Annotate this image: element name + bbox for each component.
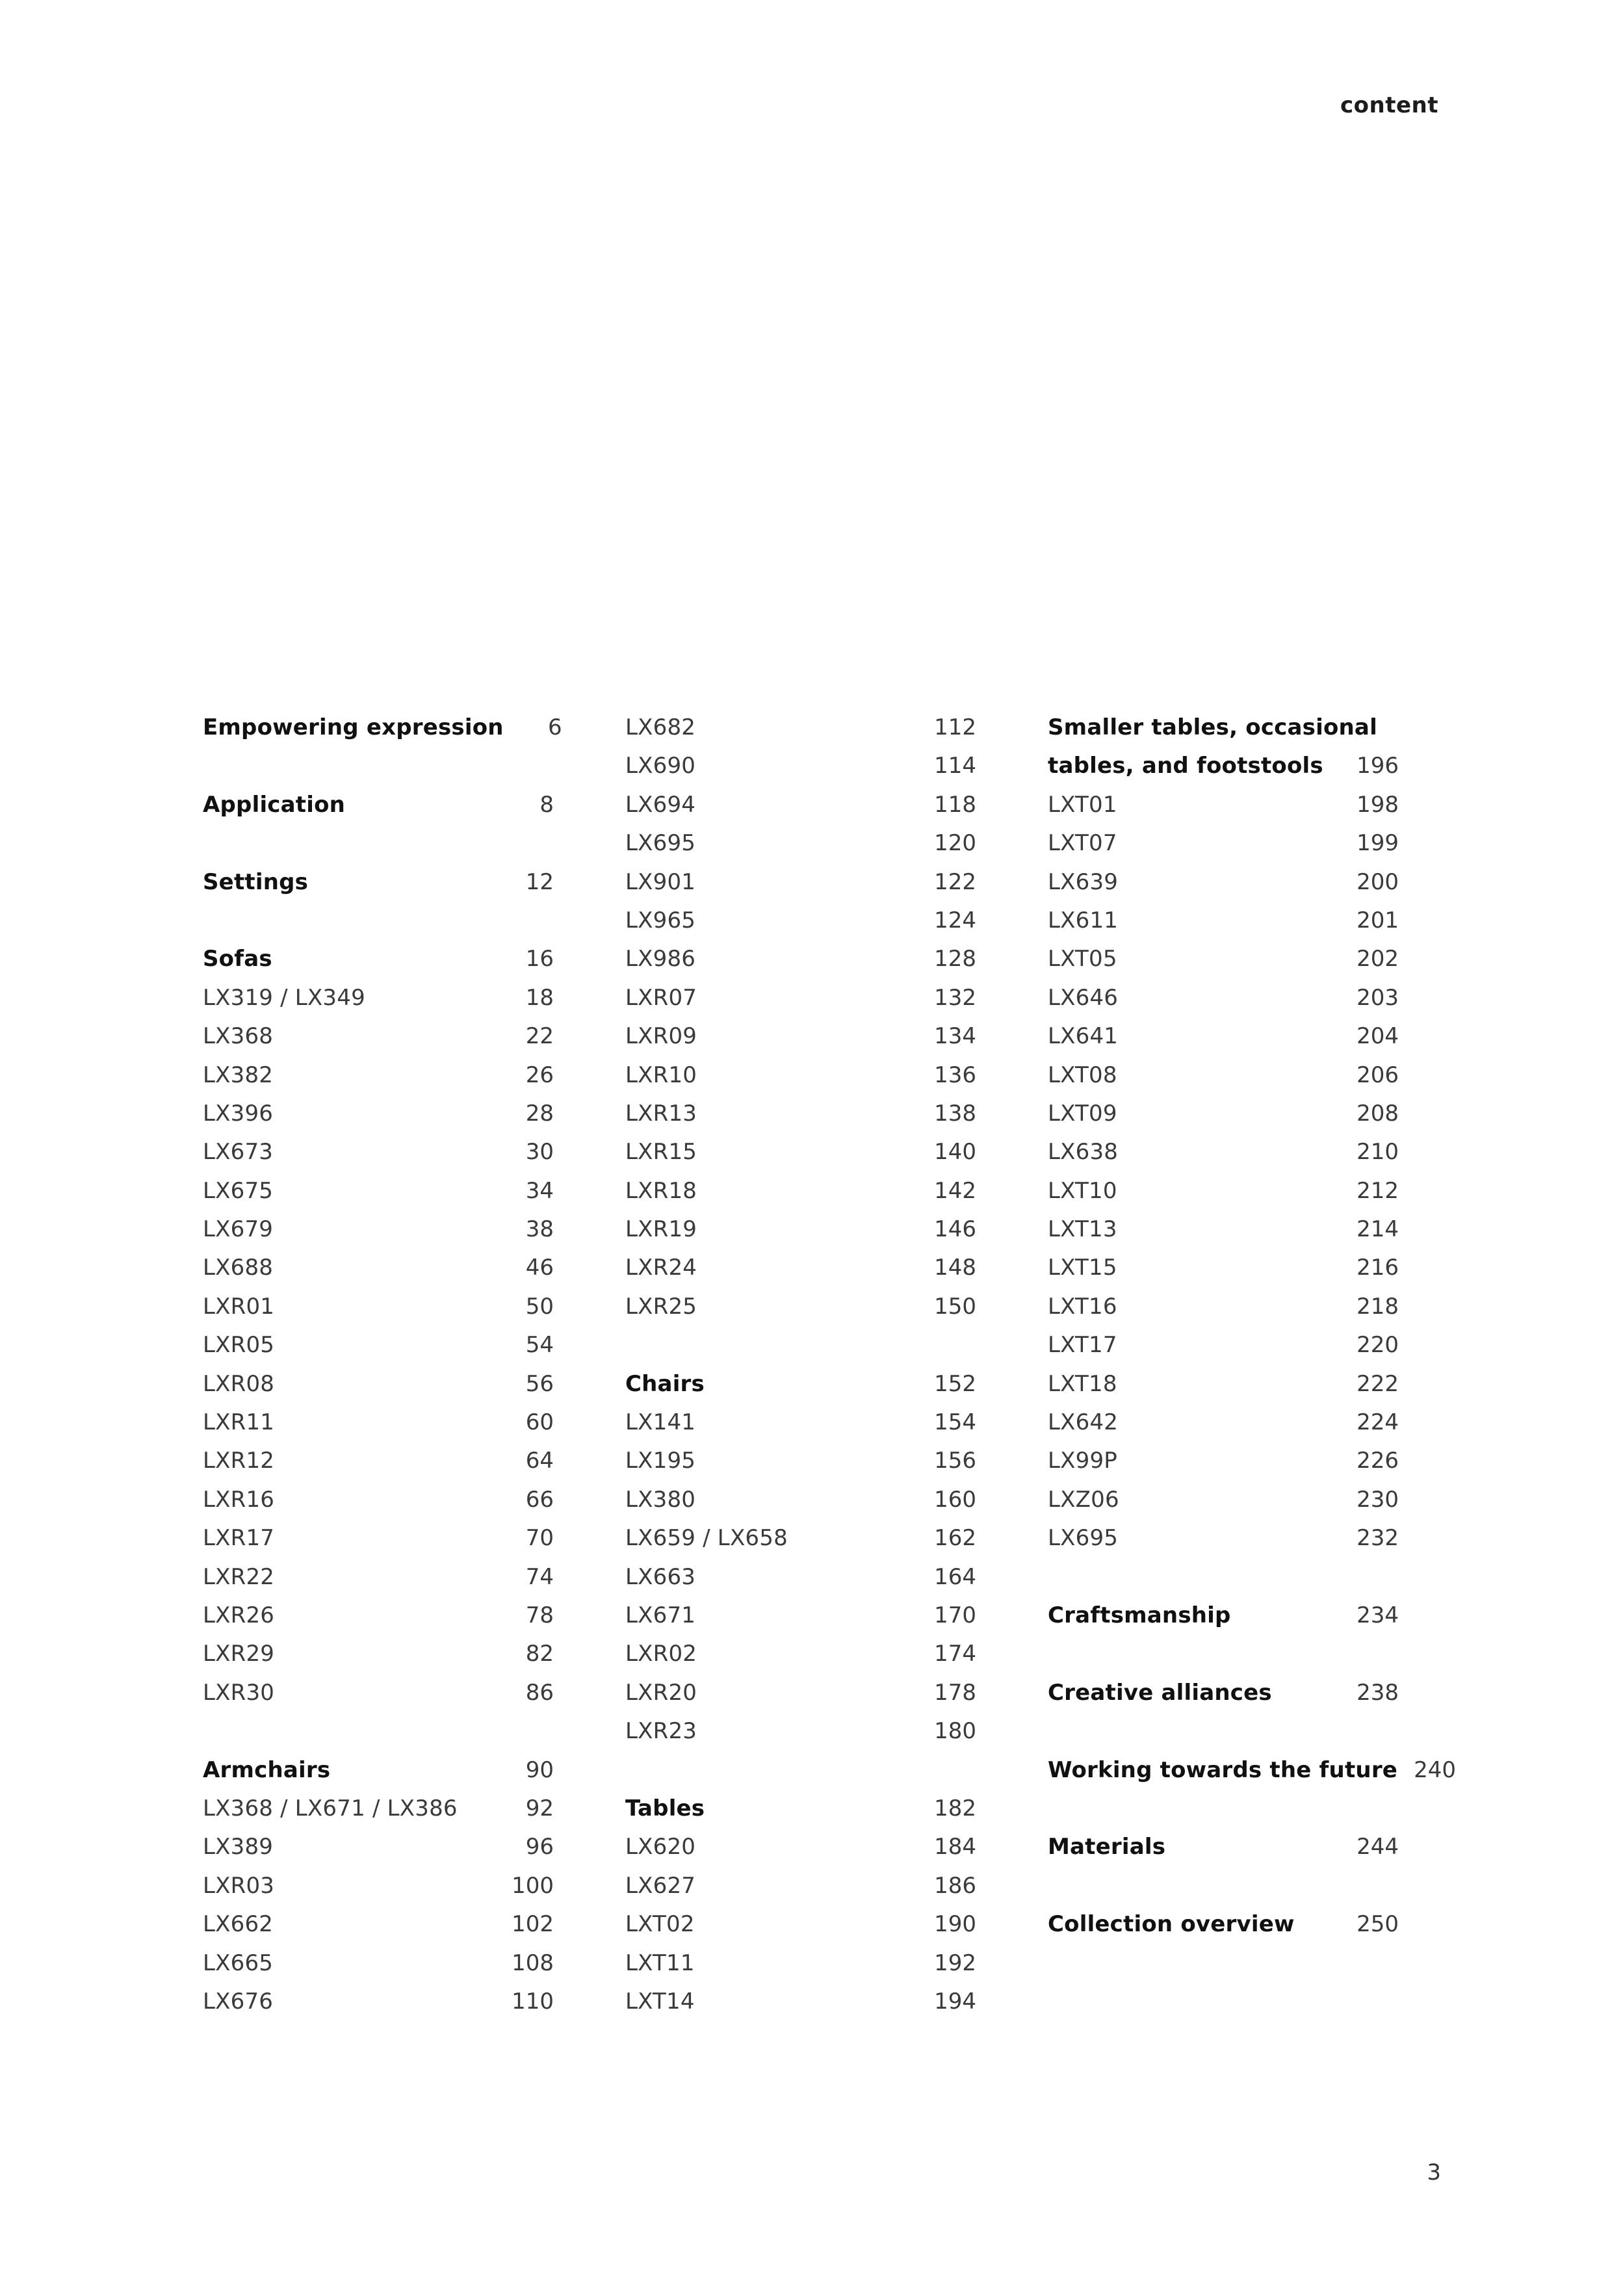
toc-entry-page: 199 [1357, 830, 1399, 857]
toc-entry[interactable] [625, 1905, 976, 1944]
toc-entry-label: LX396 [203, 1100, 274, 1127]
toc-entry-page: 112 [934, 714, 976, 740]
toc-entry-page: 186 [934, 1872, 976, 1899]
toc-entry[interactable] [1048, 940, 1399, 978]
toc-entry-page: 184 [934, 1834, 976, 1860]
toc-entry[interactable] [203, 1249, 554, 1287]
toc-entry-page: 178 [934, 1679, 976, 1706]
toc-entry-label: LX673 [203, 1139, 274, 1166]
toc-entry-page: 156 [934, 1448, 976, 1474]
toc-entry-page: 182 [934, 1795, 976, 1821]
toc-entry[interactable] [203, 1828, 554, 1866]
toc-entry-label: LX646 [1048, 984, 1119, 1011]
toc-entry-page: 194 [934, 1988, 976, 2015]
toc-entry[interactable] [625, 1674, 976, 1712]
toc-entry-label: LXR05 [203, 1332, 275, 1359]
toc-entry[interactable] [203, 1558, 554, 1597]
toc-section-heading[interactable] [1048, 709, 1399, 747]
toc-entry[interactable] [1048, 1365, 1399, 1403]
toc-entry-label: LX368 [203, 1023, 274, 1050]
toc-entry[interactable] [625, 1481, 976, 1519]
toc-entry-page: 118 [934, 791, 976, 818]
toc-entry-label: LX389 [203, 1834, 274, 1860]
toc-entry-label: LXR18 [625, 1177, 697, 1204]
toc-entry-label: LXT16 [1048, 1293, 1117, 1320]
toc-spacer [203, 902, 554, 940]
toc-entry[interactable] [203, 1326, 554, 1364]
toc-entry[interactable] [203, 1790, 554, 1828]
toc-entry[interactable] [625, 1983, 976, 2021]
toc-section-heading[interactable] [1048, 1828, 1399, 1866]
toc-entry-label: LXZ06 [1048, 1486, 1119, 1513]
toc-entry-page: 234 [1357, 1602, 1399, 1628]
toc-entry-label: LX319 / LX349 [203, 984, 365, 1011]
toc-entry[interactable] [203, 1867, 554, 1905]
toc-entry-page: 201 [1357, 907, 1399, 933]
toc-entry-label: LXT17 [1048, 1332, 1117, 1359]
toc-entry-label: LX676 [203, 1988, 274, 2015]
toc-entry-label: LX639 [1048, 868, 1119, 895]
toc-entry-page: 142 [934, 1177, 976, 1204]
toc-entry-label: LXR20 [625, 1679, 697, 1706]
toc-spacer [1048, 1867, 1399, 1905]
toc-entry-label: LX965 [625, 907, 696, 933]
toc-entry[interactable] [1048, 1095, 1399, 1133]
toc-entry[interactable] [1048, 1288, 1399, 1326]
toc-entry[interactable] [625, 786, 976, 824]
toc-entry-label: Materials [1048, 1834, 1166, 1860]
toc-entry-page: 240 [1414, 1756, 1457, 1783]
toc-entry-page: 82 [525, 1641, 554, 1667]
toc-section-heading[interactable] [625, 1365, 976, 1403]
toc-entry-label: LX671 [625, 1602, 696, 1628]
toc-entry[interactable] [625, 1944, 976, 1983]
toc-entry-label: LXT15 [1048, 1255, 1117, 1281]
toc-entry[interactable] [203, 1365, 554, 1403]
toc-entry-page: 208 [1357, 1100, 1399, 1127]
toc-entry-label: LXR08 [203, 1370, 275, 1397]
toc-entry[interactable] [203, 1403, 554, 1442]
toc-entry[interactable] [625, 1558, 976, 1597]
toc-entry[interactable] [203, 1983, 554, 2021]
toc-entry-page: 164 [934, 1563, 976, 1590]
toc-entry-label: LX694 [625, 791, 696, 818]
toc-entry-label: LXR24 [625, 1255, 697, 1281]
toc-entry-page: 138 [934, 1100, 976, 1127]
toc-entry-page: 152 [934, 1370, 976, 1397]
toc-entry[interactable] [625, 1056, 976, 1095]
toc-entry[interactable] [625, 863, 976, 902]
toc-entry-page: 134 [934, 1023, 976, 1050]
toc-entry-page: 200 [1357, 868, 1399, 895]
toc-entry-page: 218 [1357, 1293, 1399, 1320]
toc-entry[interactable] [1048, 863, 1399, 902]
toc-entry-page: 136 [934, 1062, 976, 1088]
toc-entry[interactable] [625, 1288, 976, 1326]
toc-entry-page: 214 [1357, 1216, 1399, 1243]
toc-entry-page: 174 [934, 1641, 976, 1667]
toc-entry-page: 92 [525, 1795, 554, 1821]
toc-entry-page: 86 [525, 1679, 554, 1706]
toc-entry-label: LX611 [1048, 907, 1119, 933]
toc-column-1 [203, 709, 562, 2021]
toc-entry[interactable] [203, 1442, 554, 1480]
toc-entry-page: 78 [525, 1602, 554, 1628]
toc-entry[interactable] [625, 747, 976, 785]
toc-entry-label: LXT07 [1048, 830, 1117, 857]
toc-entry-label: LX620 [625, 1834, 696, 1860]
toc-entry-page: 12 [525, 868, 554, 895]
toc-entry[interactable] [203, 1056, 554, 1095]
toc-section-heading[interactable] [203, 786, 554, 824]
toc-entry-label: LXT01 [1048, 791, 1117, 818]
toc-entry-page: 180 [934, 1718, 976, 1745]
toc-entry[interactable] [203, 1674, 554, 1712]
toc-entry-label: LXR03 [203, 1872, 275, 1899]
toc-entry-label: LX682 [625, 714, 696, 740]
toc-entry[interactable] [625, 824, 976, 863]
toc-entry-page: 196 [1357, 753, 1399, 779]
toc-entry[interactable] [625, 1249, 976, 1287]
toc-entry-page: 244 [1357, 1834, 1399, 1860]
toc-entry-page: 204 [1357, 1023, 1399, 1050]
toc-entry-label: LX695 [1048, 1525, 1119, 1552]
toc-entry[interactable] [1048, 1481, 1399, 1519]
toc-entry-page: 8 [539, 791, 554, 818]
toc-entry-label: LXT11 [625, 1950, 695, 1976]
toc-entry[interactable] [1048, 902, 1399, 940]
toc-entry-page: 54 [525, 1332, 554, 1359]
toc-entry-page: 28 [525, 1100, 554, 1127]
toc-entry[interactable] [203, 1519, 554, 1558]
toc-entry[interactable] [1048, 1326, 1399, 1364]
toc-entry[interactable] [1048, 1403, 1399, 1442]
toc-entry-page: 190 [934, 1911, 976, 1938]
toc-entry[interactable] [203, 1133, 554, 1171]
toc-entry-label: LX638 [1048, 1139, 1119, 1166]
toc-entry[interactable] [625, 1712, 976, 1751]
toc-entry-label: LXR19 [625, 1216, 697, 1243]
toc-entry[interactable] [1048, 1519, 1399, 1558]
toc-entry-label: LXR26 [203, 1602, 275, 1628]
toc-entry-label: LXR16 [203, 1486, 275, 1513]
toc-entry[interactable] [625, 1017, 976, 1056]
toc-entry-label: LXR07 [625, 984, 697, 1011]
toc-entry-label: Collection overview [1048, 1911, 1295, 1938]
toc-entry-label: tables, and footstools [1048, 753, 1323, 779]
toc-entry[interactable] [203, 1210, 554, 1249]
toc-entry[interactable] [1048, 1210, 1399, 1249]
toc-entry-label: Smaller tables, occasional [1048, 714, 1377, 740]
toc-entry-page: 108 [512, 1950, 554, 1976]
toc-entry-page: 212 [1357, 1177, 1399, 1204]
toc-section-heading[interactable] [1048, 1751, 1457, 1790]
toc-spacer [625, 1751, 976, 1790]
toc-entry-label: Empowering expression [203, 714, 504, 740]
toc-entry-page: 192 [934, 1950, 976, 1976]
toc-entry-label: LXR15 [625, 1139, 697, 1166]
toc-entry[interactable] [1048, 1133, 1399, 1171]
toc-entry-page: 26 [525, 1062, 554, 1088]
toc-entry-page: 226 [1357, 1448, 1399, 1474]
toc-entry-page: 66 [525, 1486, 554, 1513]
toc-entry-page: 124 [934, 907, 976, 933]
toc-spacer [203, 1712, 554, 1751]
toc-spacer [203, 824, 554, 863]
page-number: 3 [1427, 2159, 1441, 2185]
toc-entry-page: 64 [525, 1448, 554, 1474]
toc-entry-page: 16 [525, 946, 554, 972]
toc-entry-page: 250 [1357, 1911, 1399, 1938]
toc-section-heading[interactable] [203, 709, 562, 747]
toc-entry-page: 34 [525, 1177, 554, 1204]
toc-entry[interactable] [203, 1635, 554, 1673]
toc-entry-label: LX695 [625, 830, 696, 857]
toc-entry[interactable] [203, 1172, 554, 1210]
toc-entry-page: 238 [1357, 1679, 1399, 1706]
toc-entry-page: 148 [934, 1255, 976, 1281]
toc-entry-page: 146 [934, 1216, 976, 1243]
toc-spacer [625, 1326, 976, 1364]
toc-entry-page: 22 [525, 1023, 554, 1050]
toc-entry-label: Craftsmanship [1048, 1602, 1231, 1628]
toc-entry-page: 140 [934, 1139, 976, 1166]
toc-section-heading[interactable] [203, 1751, 554, 1790]
toc-entry[interactable] [625, 1403, 976, 1442]
toc-entry-label: LX679 [203, 1216, 274, 1243]
toc-entry[interactable] [1048, 824, 1399, 863]
toc-entry[interactable] [625, 902, 976, 940]
toc-section-heading[interactable] [1048, 747, 1399, 785]
toc-entry[interactable] [625, 979, 976, 1017]
page-title: content [1340, 92, 1438, 118]
toc-entry-page: 114 [934, 753, 976, 779]
toc-entry-label: Working towards the future [1048, 1756, 1398, 1783]
toc-entry-label: LXT14 [625, 1988, 695, 2015]
toc-entry[interactable] [1048, 1056, 1399, 1095]
toc-section-heading[interactable] [1048, 1905, 1399, 1944]
toc-entry[interactable] [203, 1944, 554, 1983]
toc-entry-label: LXR01 [203, 1293, 275, 1320]
toc-entry-label: LXT10 [1048, 1177, 1117, 1204]
toc-entry-page: 50 [525, 1293, 554, 1320]
toc-entry-label: LX665 [203, 1950, 274, 1976]
toc-entry-label: LX662 [203, 1911, 274, 1938]
toc-entry-label: LXR22 [203, 1563, 275, 1590]
toc-section-heading[interactable] [1048, 1597, 1399, 1635]
toc-entry-label: LXR12 [203, 1448, 275, 1474]
toc-spacer [1048, 1558, 1399, 1597]
toc-entry-page: 120 [934, 830, 976, 857]
toc-entry[interactable] [203, 1597, 554, 1635]
toc-entry-label: LXR30 [203, 1679, 275, 1706]
toc-entry-page: 38 [525, 1216, 554, 1243]
toc-entry-page: 18 [525, 984, 554, 1011]
toc-entry-page: 202 [1357, 946, 1399, 972]
toc-entry[interactable] [625, 1867, 976, 1905]
toc-entry-label: LX382 [203, 1062, 274, 1088]
toc-entry-page: 132 [934, 984, 976, 1011]
toc-entry-page: 96 [525, 1834, 554, 1860]
toc-entry-page: 220 [1357, 1332, 1399, 1359]
toc-entry[interactable] [1048, 1249, 1399, 1287]
toc-entry[interactable] [1048, 1172, 1399, 1210]
toc-entry-label: LXT09 [1048, 1100, 1117, 1127]
toc-entry-page: 46 [525, 1255, 554, 1281]
toc-entry-page: 203 [1357, 984, 1399, 1011]
toc-section-heading[interactable] [203, 863, 554, 902]
toc-column-3 [1048, 709, 1457, 1944]
toc-entry-page: 170 [934, 1602, 976, 1628]
toc-entry-page: 224 [1357, 1409, 1399, 1436]
toc-entry[interactable] [625, 1442, 976, 1480]
toc-entry-label: LXT08 [1048, 1062, 1117, 1088]
toc-entry-label: Application [203, 791, 346, 818]
toc-entry-page: 102 [512, 1911, 554, 1938]
toc-entry-page: 154 [934, 1409, 976, 1436]
toc-entry-label: LXR09 [625, 1023, 697, 1050]
toc-entry-label: LX627 [625, 1872, 696, 1899]
toc-entry-page: 60 [525, 1409, 554, 1436]
toc-entry[interactable] [625, 1828, 976, 1866]
toc-entry[interactable] [1048, 786, 1399, 824]
toc-entry-page: 74 [525, 1563, 554, 1590]
toc-entry-label: Armchairs [203, 1756, 331, 1783]
toc-entry-label: LXR10 [625, 1062, 697, 1088]
toc-entry-page: 30 [525, 1139, 554, 1166]
toc-entry[interactable] [625, 940, 976, 978]
toc-spacer [203, 747, 554, 785]
toc-entry-page: 222 [1357, 1370, 1399, 1397]
toc-entry[interactable] [203, 1905, 554, 1944]
toc-entry[interactable] [203, 1017, 554, 1056]
toc-entry[interactable] [203, 1481, 554, 1519]
toc-entry-label: LX986 [625, 946, 696, 972]
toc-entry-label: LX663 [625, 1563, 696, 1590]
toc-entry-page: 70 [525, 1525, 554, 1552]
toc-entry-label: LX675 [203, 1177, 274, 1204]
toc-entry-label: LX99P [1048, 1448, 1118, 1474]
toc-entry-label: Settings [203, 868, 309, 895]
toc-entry-label: LX368 / LX671 / LX386 [203, 1795, 458, 1821]
toc-entry[interactable] [625, 1635, 976, 1673]
toc-column-2 [625, 709, 976, 2021]
toc-entry-label: LXR23 [625, 1718, 697, 1745]
toc-entry-label: LXR17 [203, 1525, 275, 1552]
toc-section-heading[interactable] [1048, 1674, 1399, 1712]
toc-entry-label: LX195 [625, 1448, 696, 1474]
toc-entry-label: LX642 [1048, 1409, 1119, 1436]
toc-entry[interactable] [625, 1597, 976, 1635]
toc-entry-page: 150 [934, 1293, 976, 1320]
toc-entry-label: LXR29 [203, 1641, 275, 1667]
toc-entry-page: 128 [934, 946, 976, 972]
toc-entry[interactable] [625, 1095, 976, 1133]
toc-section-heading[interactable] [203, 940, 554, 978]
toc-entry-page: 162 [934, 1525, 976, 1552]
toc-entry-label: Sofas [203, 946, 272, 972]
toc-entry-label: LX690 [625, 753, 696, 779]
toc-entry[interactable] [625, 1519, 976, 1558]
toc-entry-label: LXR25 [625, 1293, 697, 1320]
toc-entry-page: 206 [1357, 1062, 1399, 1088]
toc-entry-page: 56 [525, 1370, 554, 1397]
toc-entry-label: LX901 [625, 868, 696, 895]
toc-spacer [1048, 1635, 1399, 1673]
toc-entry-label: LXT05 [1048, 946, 1117, 972]
toc-entry[interactable] [1048, 1442, 1399, 1480]
toc-entry-label: Creative alliances [1048, 1679, 1272, 1706]
toc-entry-page: 6 [548, 714, 562, 740]
toc-section-heading[interactable] [625, 1790, 976, 1828]
toc-entry-page: 110 [512, 1988, 554, 2015]
toc-entry-label: LX141 [625, 1409, 696, 1436]
toc-entry-label: LX641 [1048, 1023, 1119, 1050]
toc-entry[interactable] [625, 709, 976, 747]
toc-entry-label: LX380 [625, 1486, 696, 1513]
toc-entry[interactable] [203, 1095, 554, 1133]
toc-entry[interactable] [625, 1133, 976, 1171]
toc-entry-label: Chairs [625, 1370, 705, 1397]
toc-entry[interactable] [1048, 1017, 1399, 1056]
toc-entry-label: LXR13 [625, 1100, 697, 1127]
toc-entry-page: 90 [525, 1756, 554, 1783]
toc-entry-label: Tables [625, 1795, 705, 1821]
toc-entry-label: LX688 [203, 1255, 274, 1281]
toc-entry-page: 216 [1357, 1255, 1399, 1281]
toc-entry-label: LXT13 [1048, 1216, 1117, 1243]
toc-entry[interactable] [203, 1288, 554, 1326]
toc-entry-page: 230 [1357, 1486, 1399, 1513]
toc-entry[interactable] [203, 979, 554, 1017]
toc-entry-page: 210 [1357, 1139, 1399, 1166]
toc-entry-label: LXT02 [625, 1911, 695, 1938]
toc-spacer [1048, 1790, 1399, 1828]
toc-entry[interactable] [625, 1210, 976, 1249]
toc-entry-page: 198 [1357, 791, 1399, 818]
toc-spacer [1048, 1712, 1399, 1751]
toc-entry-page: 100 [512, 1872, 554, 1899]
toc-entry-label: LXT18 [1048, 1370, 1117, 1397]
toc-entry[interactable] [1048, 979, 1399, 1017]
toc-entry-label: LXR11 [203, 1409, 275, 1436]
toc-entry-page: 122 [934, 868, 976, 895]
toc-entry[interactable] [625, 1172, 976, 1210]
toc-entry-label: LXR02 [625, 1641, 697, 1667]
toc-entry-page: 160 [934, 1486, 976, 1513]
toc-entry-label: LX659 / LX658 [625, 1525, 788, 1552]
toc-entry-page: 232 [1357, 1525, 1399, 1552]
